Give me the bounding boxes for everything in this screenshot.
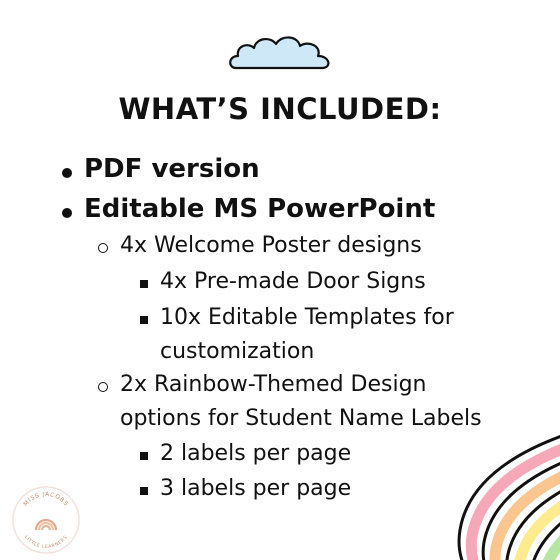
- list-item-door: 4x Pre-made Door Signs: [160, 269, 426, 294]
- list-item-editable: Editable MS PowerPoint: [84, 194, 436, 224]
- list-item-rainbow-line1: 2x Rainbow-Themed Design: [120, 372, 427, 397]
- list-item-templates-line1: 10x Editable Templates for: [160, 305, 454, 330]
- list-item-labels3: 3 labels per page: [160, 476, 352, 501]
- logo-bottom-text: LITTLE LEARNERS: [23, 534, 69, 551]
- list-item-labels2: 2 labels per page: [160, 441, 352, 466]
- logo: [12, 486, 80, 554]
- list-item-rainbow-line2: options for Student Name Labels: [120, 406, 482, 431]
- page-title: WHAT’S INCLUDED:: [118, 92, 442, 126]
- logo-top-text: MISS JACOBS: [22, 491, 70, 508]
- list-item-welcome: 4x Welcome Poster designs: [120, 233, 422, 258]
- list-item-templates-line2: customization: [160, 339, 315, 364]
- list-item-pdf: PDF version: [84, 154, 260, 184]
